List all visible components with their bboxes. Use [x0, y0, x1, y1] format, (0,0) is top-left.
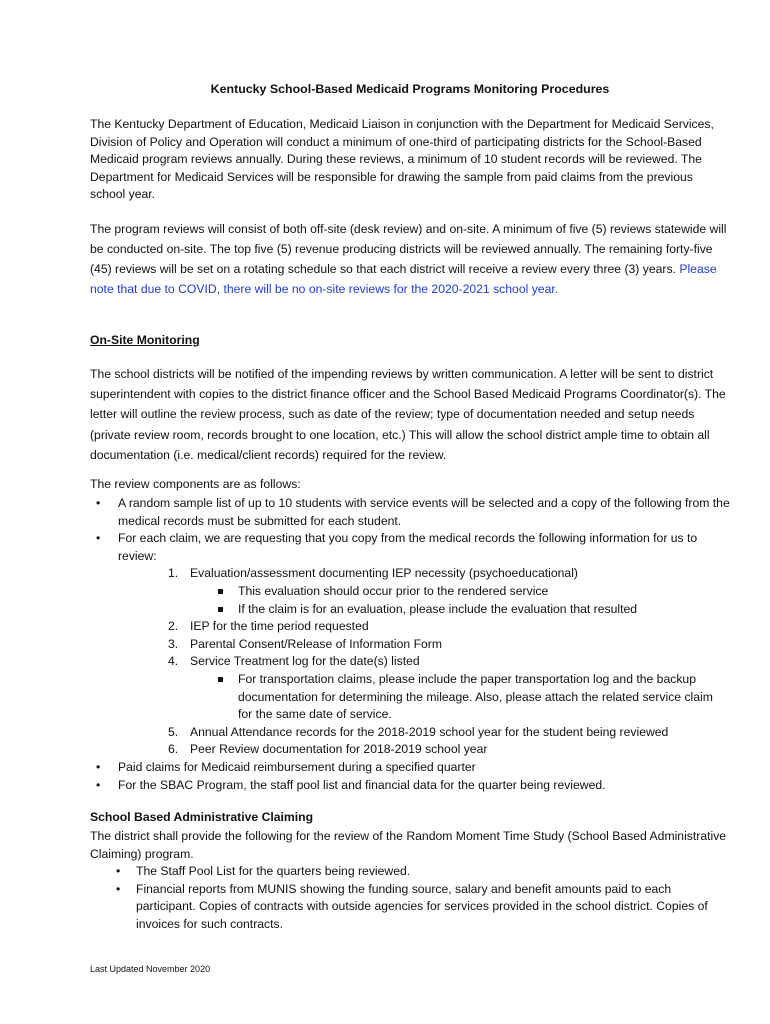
sbac-heading: School Based Administrative Claiming — [90, 810, 314, 824]
list-item: 4. Service Treatment log for the date(s) listed For transportation claims, please include the paper transportation log and the backup documentation for determining the mileage. Also, please attach the related service claim for the same date of service. — [168, 653, 730, 723]
page-title: Kentucky School-Based Medicaid Programs Monitoring Procedures — [210, 82, 610, 96]
reviews-text: The program reviews will consist of both off-site (desk review) and on-site. A minimum of five (5) reviews statewide will be conducted on-site. The top five (5) revenue producing districts will be reviewed annually. The remaining forty-five (45) reviews will be set on a rotating schedule so that each district will receive a review every three (3) years. — [90, 222, 727, 276]
list-item: • For each claim, we are requesting that you copy from the medical records the following information for us to review: 1. Evaluation/assessment documenting IEP necessity (psychoeducational) This evaluation should occur prior to the rendered service If the claim is for an evaluation, please include the evaluation that resulted 2. IEP for the time period requested 3. Parental Consent/Release of Information Form 4. Service Treatment log for the date(s) listed For transportation claims, please include the paper transportation log and the backup documentation for determining the mileage. Also, please attach the related service claim for the same date of service. 5. Annual Attendance records for the 2018-2019 school year for the student being reviewed 6. Peer Review documentation for 2018-2019 school year — [90, 530, 730, 759]
list-item: 1. Evaluation/assessment documenting IEP necessity (psychoeducational) This evaluation should occur prior to the rendered service If the claim is for an evaluation, please include the evaluation that resulted — [168, 565, 730, 618]
list-item: 5. Annual Attendance records for the 2018-2019 school year for the student being reviewed — [168, 724, 669, 739]
notification-paragraph: The school districts will be notified of the impending reviews by written communication. A letter will be sent to district superintendent with copies to the district finance officer and the School Based Medicaid Programs Coordinator(s). The letter will outline the review process, such as date of the review; type of documentation needed and setup needs (private review room, records brought to one location, etc.) This will allow the school district ample time to obtain all documentation (i.e. medical/client records) required for the review. — [90, 367, 726, 462]
onsite-monitoring-heading: On-Site Monitoring — [90, 333, 200, 347]
list-item: For transportation claims, please include the paper transportation log and the backup documentation for determining the mileage. Also, please attach the related service claim for the same date of service. — [216, 671, 730, 724]
reviews-paragraph — [90, 219, 728, 299]
list-item: • For the SBAC Program, the staff pool list and financial data for the quarter being reviewed. — [90, 777, 730, 795]
list-item: 2. IEP for the time period requested — [168, 619, 369, 634]
list-item: 6. Peer Review documentation for 2018-2019 school year — [168, 742, 488, 757]
components-list — [90, 495, 730, 794]
list-item: • A random sample list of up to 10 students with service events will be selected and a copy of the following from the medical records must be submitted for each student. — [90, 495, 730, 530]
sbac-list — [110, 863, 730, 933]
list-item: 3. Parental Consent/Release of Information Form — [168, 636, 442, 651]
list-item: • Financial reports from MUNIS showing the funding source, salary and benefit amounts paid to each participant. Copies of contracts with outside agencies for services provided in the school district. Copies of invoices for such contracts. — [110, 881, 730, 934]
intro-paragraph: The Kentucky Department of Education, Medicaid Liaison in conjunction with the Department for Medicaid Services, Division of Policy and Operation will conduct a minimum of one-third of participating districts for the School-Based Medicaid program reviews annually. During these reviews, a minimum of 10 student records will be reviewed. The Department for Medicaid Services will be responsible for drawing the sample from paid claims from the previous school year. — [90, 117, 714, 201]
list-item: If the claim is for an evaluation, please include the evaluation that resulted — [216, 601, 730, 619]
components-intro: The review components are as follows: — [90, 477, 301, 491]
footer-last-updated: Last Updated November 2020 — [90, 964, 211, 974]
list-item: • The Staff Pool List for the quarters being reviewed. — [110, 863, 730, 881]
sbac-intro: The district shall provide the following for the review of the Random Moment Time Study (School Based Administrative Claiming) program. — [90, 829, 727, 861]
list-item: • Paid claims for Medicaid reimbursement during a specified quarter — [90, 759, 730, 777]
list-item: This evaluation should occur prior to the rendered service — [216, 583, 730, 601]
requested-records-list — [118, 565, 730, 759]
covid-note: Please note that due to COVID, there will be no on-site reviews for the 2020-2021 school year. — [90, 262, 717, 296]
sub-list — [190, 671, 730, 724]
sub-list — [190, 583, 730, 618]
